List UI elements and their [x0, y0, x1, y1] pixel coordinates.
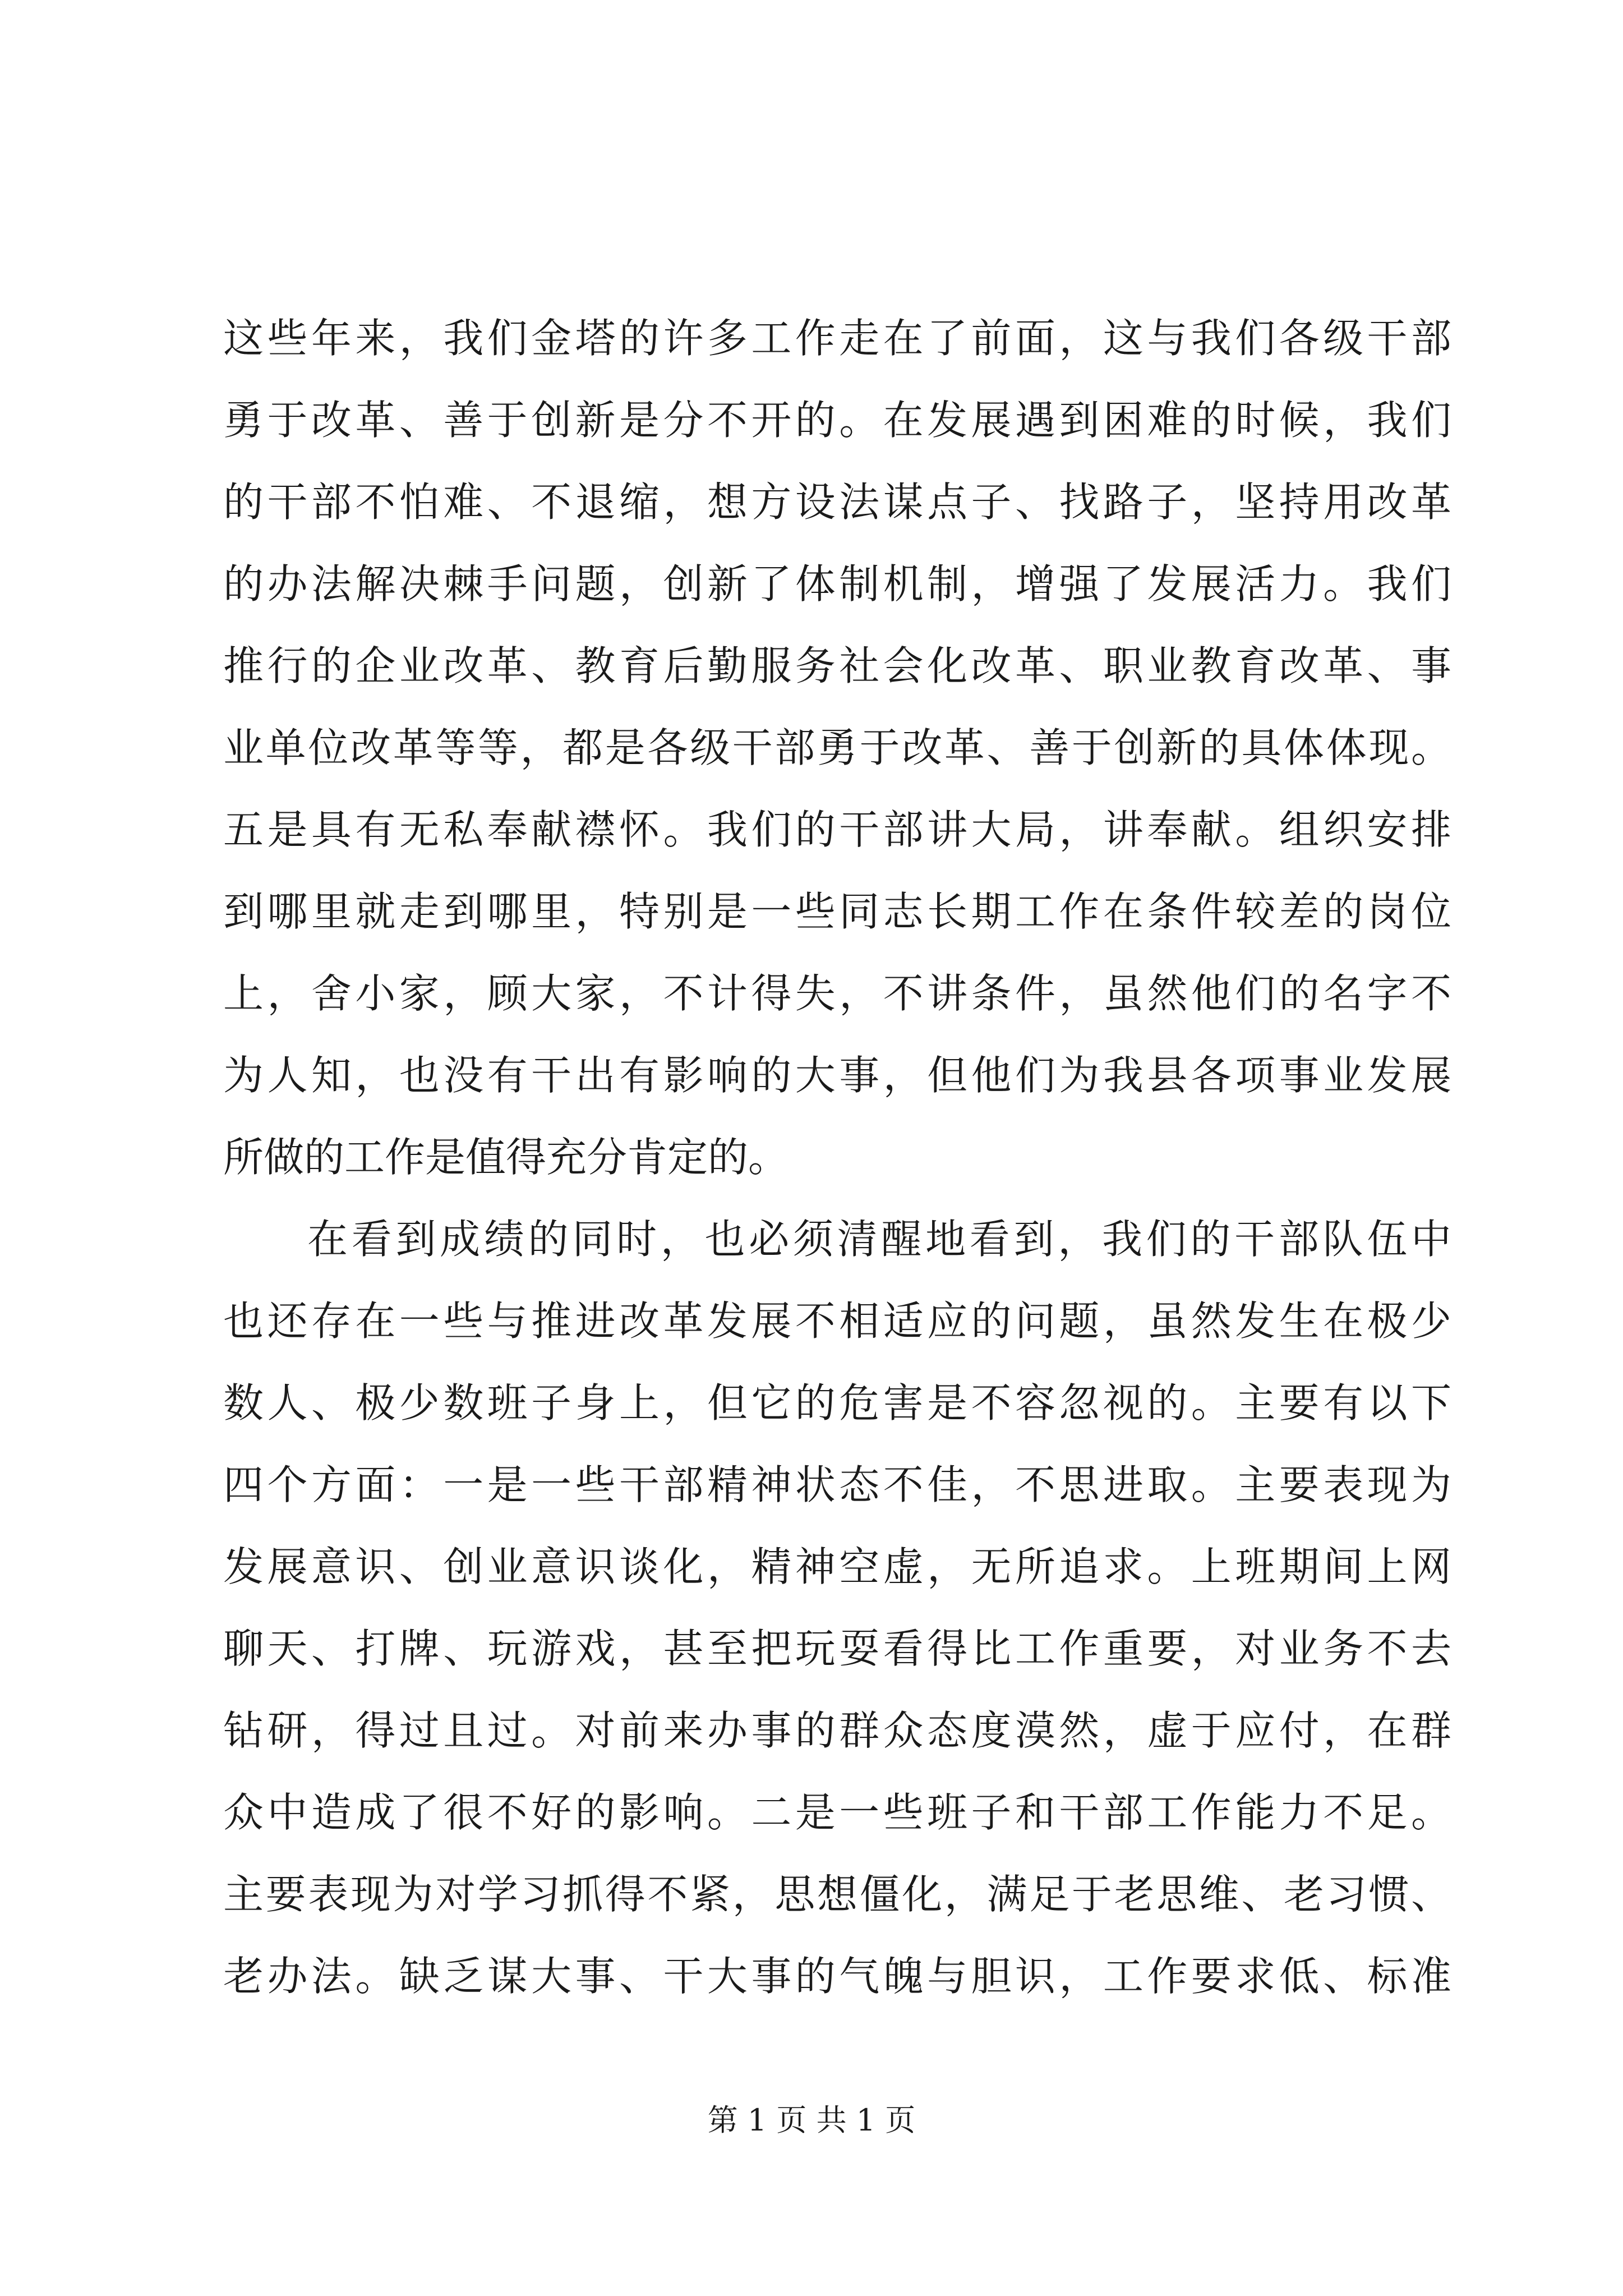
text-line: 发展意识、创业意识谈化，精神空虚，无所追求。上班期间上网: [223, 1543, 1451, 1590]
text-line: 老办法。缺乏谋大事、干大事的气魄与胆识，工作要求低、标准: [223, 1953, 1451, 2000]
text-line: 五是具有无私奉献襟怀。我们的干部讲大局，讲奉献。组织安排: [223, 806, 1451, 853]
text-line: 数人、极少数班子身上，但它的危害是不容忽视的。主要有以下: [223, 1379, 1451, 1427]
text-line: 上，舍小家，顾大家，不计得失，不讲条件，虽然他们的名字不: [223, 970, 1451, 1017]
paragraph-start-line: 在看到成绩的同时，也必须清醒地看到，我们的干部队伍中: [307, 1216, 1451, 1263]
text-line: 主要表现为对学习抓得不紧，思想僵化，满足于老思维、老习惯、: [223, 1871, 1451, 1918]
text-line: 钻研，得过且过。对前来办事的群众态度漠然，虚于应付，在群: [223, 1707, 1451, 1754]
text-line: 所做的工作是值得充分肯定的。: [223, 1134, 789, 1181]
text-line: 勇于改革、善于创新是分不开的。在发展遇到困难的时候，我们: [223, 397, 1451, 444]
body-text: [223, 297, 1451, 2017]
text-line: 推行的企业改革、教育后勤服务社会化改革、职业教育改革、事: [223, 642, 1451, 689]
text-line: 也还存在一些与推进改革发展不相适应的问题，虽然发生在极少: [223, 1297, 1451, 1345]
text-line: 为人知，也没有干出有影响的大事，但他们为我县各项事业发展: [223, 1052, 1451, 1099]
text-line: 的干部不怕难、不退缩，想方设法谋点子、找路子，坚持用改革: [223, 478, 1451, 526]
text-line: 业单位改革等等，都是各级干部勇于改革、善于创新的具体体现。: [223, 724, 1451, 771]
text-line: 众中造成了很不好的影响。二是一些班子和干部工作能力不足。: [223, 1789, 1451, 1836]
text-line: 四个方面：一是一些干部精神状态不佳，不思进取。主要表现为: [223, 1461, 1451, 1508]
text-line: 这些年来，我们金塔的许多工作走在了前面，这与我们各级干部: [223, 315, 1451, 362]
text-line: 到哪里就走到哪里，特别是一些同志长期工作在条件较差的岗位: [223, 888, 1451, 935]
text-line: 聊天、打牌、玩游戏，甚至把玩耍看得比工作重要，对业务不去: [223, 1625, 1451, 1672]
page-number-label: 第 1 页 共 1 页: [707, 2102, 916, 2138]
page-footer: [0, 2101, 1623, 2140]
text-line: 的办法解决棘手问题，创新了体制机制，增强了发展活力。我们: [223, 560, 1451, 608]
